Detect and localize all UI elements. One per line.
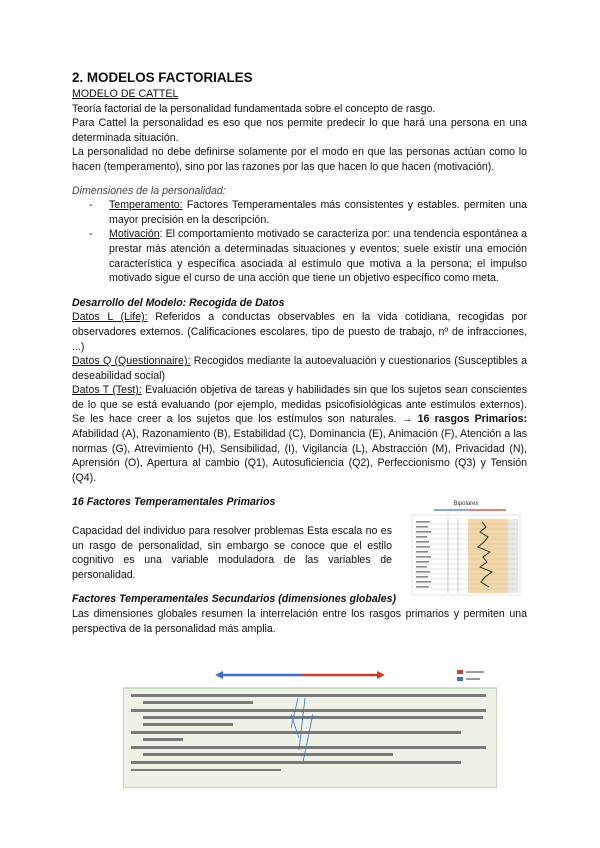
datos-q-text: Recogidos mediante la autoevaluación y cuestionarios (Susceptibles a deseabilidad social) xyxy=(72,355,527,382)
datos-t-paragraph xyxy=(72,383,527,485)
datos-l-term: Datos L (Life): xyxy=(72,311,148,324)
datos-l-paragraph xyxy=(72,310,527,354)
model-subheading: MODELO DE CATTEL xyxy=(72,88,179,100)
secundarios-title: Factores Temperamentales Secundarios (dimensiones globales) xyxy=(72,593,396,606)
profile-figure-title: Bipolares xyxy=(453,501,479,507)
intro-paragraph-3: La personalidad no debe definirse solamente por el modo en que las personas actúan como lo hacen (temperamento), sino por las razones por las que hacen lo que hacen (motivación). xyxy=(72,146,527,173)
temperamento-term: Temperamento: xyxy=(109,199,183,212)
secondary-dimensions-figure xyxy=(123,670,497,788)
rasgos-bold: 16 rasgos Primarios: xyxy=(417,413,527,426)
rasgos-text: Afabilidad (A), Razonamiento (B), Estabilidad (C), Dominancia (E), Animación (F), Atención a las normas (G), Atrevimiento (H), Sensibilidad, (I), Vigilancia (L), Abstracción (M), Privacidad (N), Aprensión (O), Apertura al cambio (Q1), Autosuficiencia (Q2), Perfeccionismo (Q3) y Tensión (Q4). xyxy=(72,428,527,484)
temperamento-text: Factores Temperamentales más consistentes y estables. permiten una mayor precisión en la descripción. xyxy=(109,199,527,226)
list-item: - Motivación: El comportamiento motivado se caracteriza por: una tendencia espontánea a prestar más atención a determinadas situaciones y eventos; suele existir una emoción característica y específica asociada al estímulo que motiva a la persona; el impulso motivado sigue el curso de una acción que tiene un objetivo específico como meta. xyxy=(89,228,527,285)
motivacion-text: : El comportamiento motivado se caracteriza por: una tendencia espontánea a prestar más atención a determinadas situaciones y eventos; suele existir una emoción característica y específica asociada al estímulo que motiva a la persona; el impulso motivado sigue el curso de una acción que tiene un objetivo específico como meta. xyxy=(109,228,527,285)
profile-figure xyxy=(410,497,522,597)
datos-t-term: Datos T (Test): xyxy=(72,384,142,397)
primarios-text: Capacidad del individuo para resolver problemas Esta escala no es un rasgo de personalidad, sin embargo se conoce que el estilo cognitivo es una variable moduladora de las variables de personalidad. xyxy=(72,525,392,581)
datos-q-paragraph xyxy=(72,354,527,383)
dimensions-title: Dimensiones de la personalidad: xyxy=(72,184,226,197)
datos-t-text: Evaluación objetiva de tareas y habilidades sin que los sujetos sean conscientes de lo que se está evaluando (por ejemplo, medidas psicofisiológicas ante estímulos externos). Se les hace creer a los sujetos que los estímulos son naturales. → xyxy=(72,384,527,426)
list-item: - Temperamento: Factores Temperamentales más consistentes y estables. permiten una mayor precisión en la descripción. xyxy=(89,199,527,226)
secundarios-text: Las dimensiones globales resumen la interrelación entre los rasgos primarios y permiten una perspectiva de la personalidad más amplia. xyxy=(72,608,527,635)
datos-q-term: Datos Q (Questionnaire): xyxy=(72,355,191,368)
primarios-title: 16 Factores Temperamentales Primarios xyxy=(72,496,276,509)
intro-paragraph-1: Teoría factorial de la personalidad fundamentada sobre el concepto de rasgo. xyxy=(72,102,436,115)
dimensions-list xyxy=(72,198,527,286)
intro-paragraph-2: Para Cattel la personalidad es eso que nos permite predecir lo que hará una persona en una determinada situación. xyxy=(72,117,527,144)
section-heading: 2. MODELOS FACTORIALES xyxy=(72,70,253,85)
desarrollo-title: Desarrollo del Modelo: Recogida de Datos xyxy=(72,296,285,309)
datos-l-text: Referidos a conductas observables en la vida cotidiana, recogidas por observadores externos. (Calificaciones escolares, tipo de puesto de trabajo, nº de infracciones, ...) xyxy=(72,311,527,353)
motivacion-term: Motivación xyxy=(109,228,160,241)
profile-band xyxy=(468,519,508,593)
profile-margin xyxy=(508,519,518,593)
